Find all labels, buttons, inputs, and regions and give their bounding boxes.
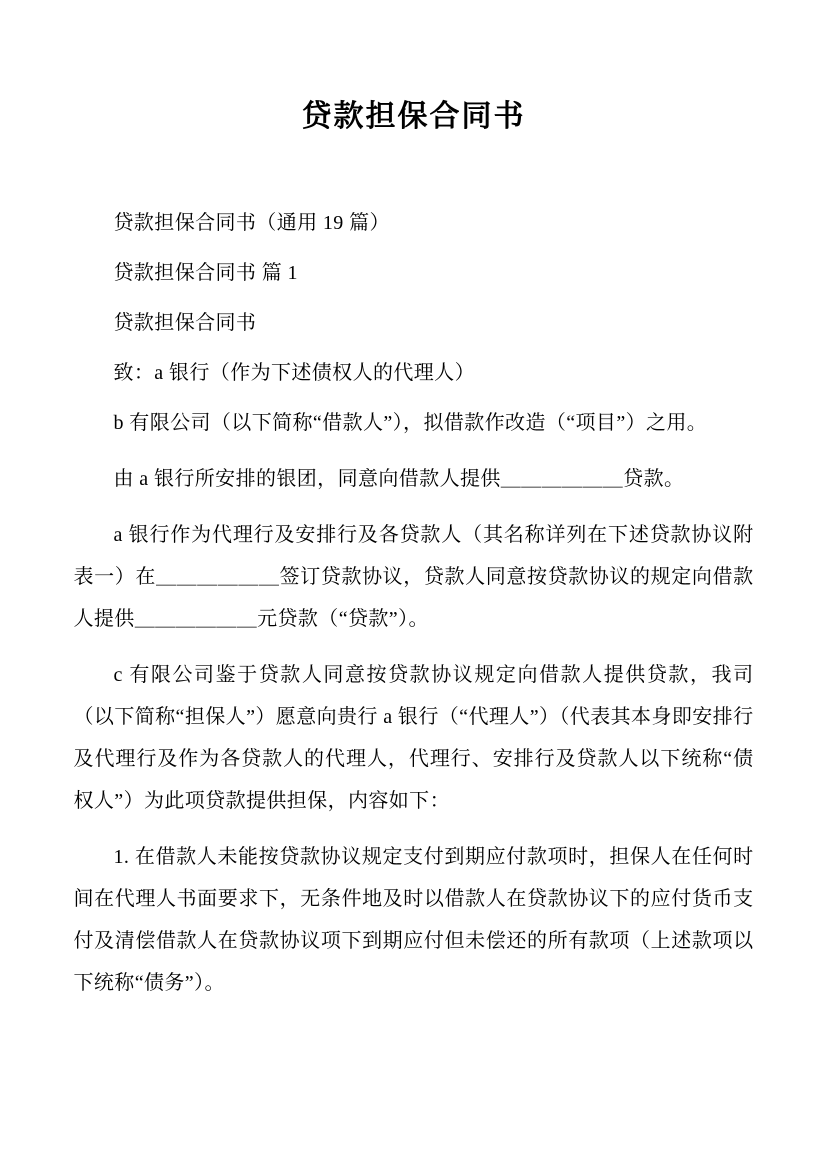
paragraph-agent-bank: a 银行作为代理行及安排行及各贷款人（其名称详列在下述贷款协议附表一）在＿＿＿＿＿＿签订贷款协议，贷款人同意按贷款协议的规定向借款人提供＿＿＿＿＿＿元贷款（“贷款”）。 (73, 524, 754, 630)
paragraph-heading-repeat: 贷款担保合同书 (113, 312, 257, 334)
paragraph-spacer (74, 444, 754, 458)
page-title: 贷款担保合同书 (301, 100, 526, 133)
paragraph-spacer (74, 640, 754, 654)
paragraph-spacer (74, 244, 754, 252)
paragraph-spacer (74, 344, 754, 352)
paragraph-collection: 贷款担保合同书（通用 19 篇） (113, 212, 390, 234)
paragraph-spacer (74, 500, 754, 514)
paragraph-section: 贷款担保合同书 篇 1 (113, 262, 298, 284)
paragraph-borrower: b 有限公司（以下简称“借款人”），拟借款作改造（“项目”）之用。 (113, 412, 708, 434)
paragraph-guarantor: c 有限公司鉴于贷款人同意按贷款协议规定向借款人提供贷款，我司（以下简称“担保人”）愿意向贵行 a 银行（“代理人”）（代表其本身即安排行及代理行及作为各贷款人的代理人，代理行、安排行及贷款人以下统称“债权人”）为此项贷款提供担保，内容如下： (73, 664, 754, 812)
document-body (74, 138, 754, 1004)
paragraph-spacer (74, 294, 754, 302)
paragraph-spacer (74, 822, 754, 836)
paragraph-clause-1: 1. 在借款人未能按贷款协议规定支付到期应付款项时，担保人在任何时间在代理人书面要求下，无条件地及时以借款人在贷款协议下的应付货币支付及清偿借款人在贷款协议项下到期应付但未偿还的所有款项（上述款项以下统称“债务”）。 (73, 846, 754, 994)
paragraph-spacer (74, 394, 754, 402)
paragraph-addressee: 致：a 银行（作为下述债权人的代理人） (113, 362, 475, 384)
paragraph-syndicate: 由 a 银行所安排的银团，同意向借款人提供＿＿＿＿＿＿贷款。 (113, 468, 685, 490)
